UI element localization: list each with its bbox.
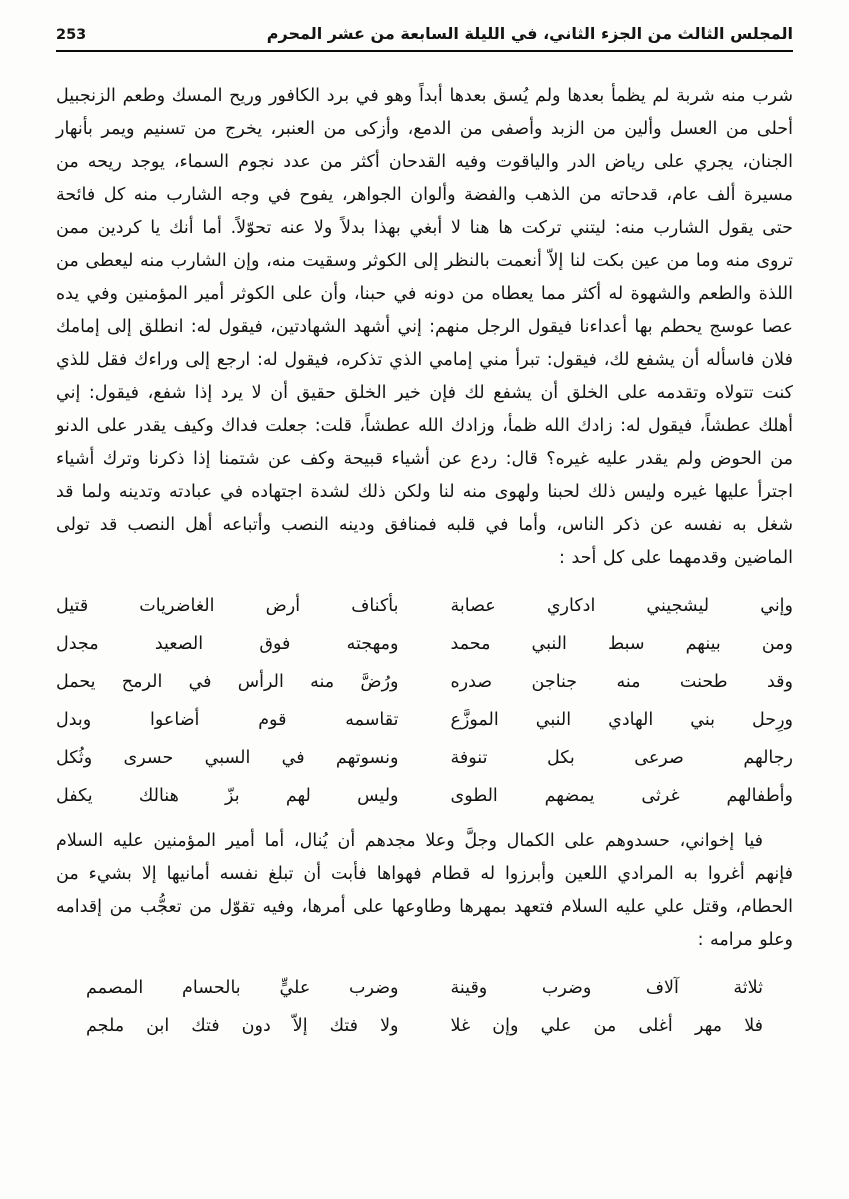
page-number: 253 (56, 27, 87, 43)
verse-row (56, 777, 793, 815)
header-rule (56, 50, 793, 52)
verse-second-half: بأكناف أرض الغاضريات قتيل (56, 596, 399, 616)
verse-second-half: ولا فتك إلاّ دون فتك ابن ملجم (86, 1016, 399, 1036)
header-title: المجلس الثالث من الجزء الثاني، في الليلة السابعة من عشر المحرم (266, 24, 793, 43)
verse-first-half: وأطفالهم غرثى يمضهم الطوى (450, 786, 793, 806)
verse-second-half: ونسوتهم في السبي حسرى وثُكل (56, 748, 399, 768)
verse-first-half: وإني ليشجيني ادكاري عصابة (450, 596, 793, 616)
verse-first-half: ومن بينهم سبط النبي محمد (450, 634, 793, 654)
verse-first-half: ورِحل بني الهادي النبي الموزَّع (450, 710, 793, 730)
verse-second-half: وضرب عليٍّ بالحسام المصمم (86, 978, 399, 998)
verse-row (56, 739, 793, 777)
verse-row (56, 587, 793, 625)
verse-second-half: ورُضَّ منه الرأس في الرمح يحمل (56, 672, 399, 692)
verse-row (86, 1007, 763, 1045)
verse-row (56, 625, 793, 663)
verse-second-half: وليس لهم بزّ هنالك يكفل (56, 786, 399, 806)
poem-ibn-muljam (56, 969, 793, 1045)
poem-elegy (56, 587, 793, 815)
verse-row (56, 663, 793, 701)
verse-first-half: رجالهم صرعى بكل تنوفة (450, 748, 793, 768)
verse-first-half: ثلاثة آلاف وضرب وقينة (450, 978, 763, 998)
verse-row (86, 969, 763, 1007)
verse-second-half: تقاسمه قوم أضاعوا وبدل (56, 710, 399, 730)
verse-row (56, 701, 793, 739)
prose-paragraph-1: شرب منه شربة لم يظمأ بعدها ولم يُسق بعدها أبداً وهو في برد الكافور وريح المسك وطعم الزنجبيل أحلى من العسل وألين من الزبد وأصفى من الدمع، وأزكى من العنبر، يخرج من تسنيم ويمر بأنهار الجنان، يجري على رياض الدر والياقوت وفيه القدحان أكثر من عدد نجوم السماء، يوجد ريحه من مسيرة ألف عام، قدحاته من الذهب والفضة وألوان الجواهر، يفوح في وجه الشارب منه كل فائحة حتى يقول الشارب منه: ليتني تركت ها هنا لا أبغي بهذا بدلاً ولا عنه تحوّلاً. أما أنك يا كردين ممن تروى منه وما من عين بكت لنا إلاّ أنعمت بالنظر إلى الكوثر وسقيت منه، وإن الشارب منه ليعطى من اللذة والطعم والشهوة له أكثر مما يعطاه من دونه في حبنا، وأن على الكوثر أمير المؤمنين وفي يده عصا عوسج يحطم بها أعداءنا فيقول الرجل منهم: إني أشهد الشهادتين، فيقول له: انطلق إلى إمامك فلان فاسأله أن يشفع لك، فيقول: تبرأ مني إمامي الذي تذكره، فيقول له: ارجع إلى وراءك فقل للذي كنت تتولاه وتقدمه على الخلق أن يشفع لك فإن خير الخلق حقيق أن لا يرد إذا شفع، فيقول: إني أهلك عطشاً، فيقول له: زادك الله ظمأ، وزادك الله عطشاً، قلت: جعلت فداك وكيف يقدر على الدنو من الحوض ولم يقدر عليه غيره؟ قال: ردع عن أشياء قبيحة وكف عن شتمنا إذا ذكرنا وترك أشياء اجترأ عليها غيره وليس ذلك لحبنا ولهوى منه لنا ولكن ذلك لشدة اجتهاده في عبادته وتدينه ولما قد شغل به نفسه عن ذكر الناس، وأما في قلبه فمنافق ودينه النصب وأتباعه أهل النصب قد تولى الماضين وقدمهما على كل أحد : (56, 86, 793, 568)
verse-second-half: ومهجته فوق الصعيد مجدل (56, 634, 399, 654)
verse-first-half: وقد طحنت منه جناجن صدره (450, 672, 793, 692)
page-header (56, 24, 793, 43)
verse-first-half: فلا مهر أغلى من علي وإن غلا (450, 1016, 763, 1036)
prose-paragraph-2: فيا إخواني، حسدوهم على الكمال وجلَّ وعلا مجدهم أن يُنال، أما أمير المؤمنين عليه السلام فإنهم أغروا به المرادي اللعين وأبرزوا له قطام فهواها فأبت أن تبلغ نفسه أمانيها إلا بشيء من الحطام، وقتل علي عليه السلام فتعهد بمهرها وطاوعها على أمرها، وفيه تقوّل من تعجُّب من إقدامه وعلو مرامه : (56, 831, 793, 950)
